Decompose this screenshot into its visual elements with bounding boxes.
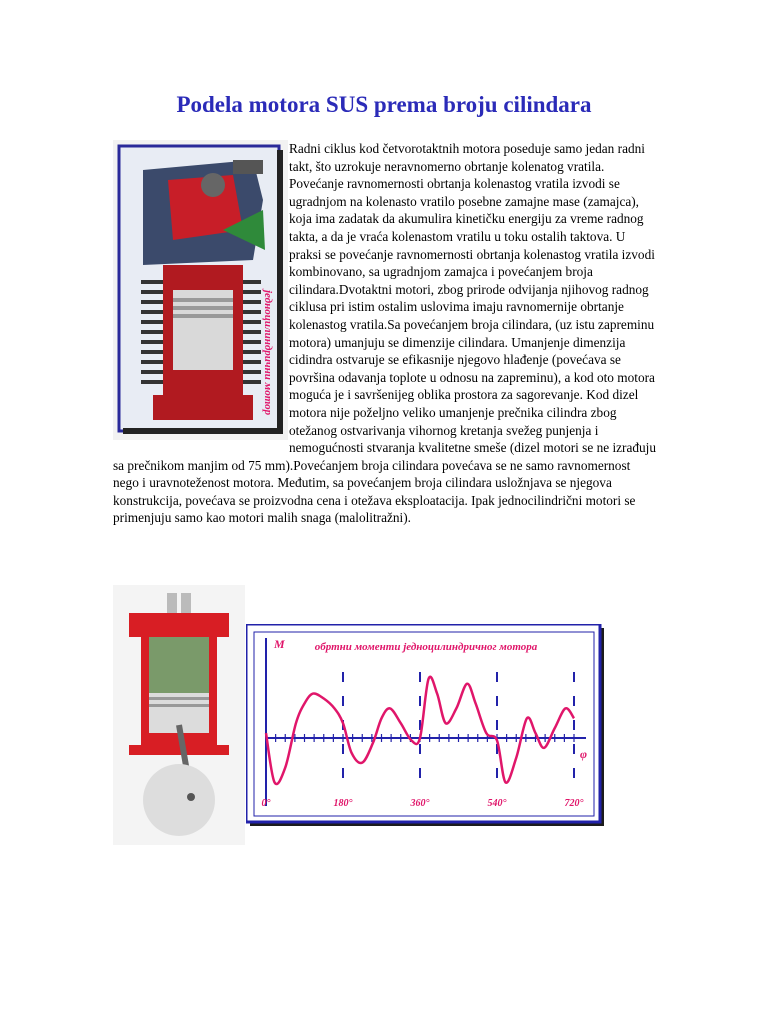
x-tick-label: 540° xyxy=(487,798,507,809)
torque-chart xyxy=(246,624,608,829)
body-paragraph xyxy=(113,140,658,527)
paragraph-text: Radni ciklus kod četvorotaktnih motora poseduje samo jedan radni takt, što uzrokuje neravnomerno obrtanje kolenatog vratila. Povećanje ravnomernosti obrtanja kolenastog vratila izvodi se ugradnjom na kolenasto vratilo posebne zamajne mase (zamajca), koja ima zadatak da akumulira kinetičku energiju za vreme radnog takta, a da je vraća kolenastom vratilu u toku ostalih taktova. U praksi se povećanje ravnomernosti obrtanja kolenastog vratila izvodi kombinovano, sa ugradnjom zamajca i povećanjem broja cilindara.Dvotaktni motori, zbog prirode odvijanja njihovog radnog ciklusa pri istim ostalim uslovima imaju ravnomernije obrtanje kolenastog vratila.Sa povećanjem broja cilindara, (uz istu zapreminu motora) umanjuju se dimenzije cilindara. Umanjenje dimenzija cidindra ostvaruje se efikasnije njegovo hlađenje (povećava se površina odavanja toplote u odnosu na zapreminu), a kod oto motora moguća je i savršenijeg oblika prostora za sagorevanje. Kod dizel motora nije poželjno veliko umanjenje prečnika cilindra zbog otežanog ostvarivanja vihornog kretanja svežeg punjenja i nemogućnosti stvaranja kvalitetne smeše (dizel motori se ne izrađuju sa prečnikom manjim od 75 mm).Povećanjem broja cilindara povećava se ne samo ravnomernost nego i uravnoteženost motora. Međutim, sa povećanjem broja cilindara usložnjava se njegova konstrukcija, povećava se proizvodna cena i otežava eksploatacija. Ipak jednocilindrični motori se primenjuju samo kao motori malih snaga (malolitražni). xyxy=(113,141,657,526)
piston-animation-image xyxy=(113,585,245,845)
svg-text:једноцилиндрични мотор: једноцилиндрични мотор xyxy=(262,290,274,416)
x-tick-label: 360° xyxy=(410,798,430,809)
y-axis-label: M xyxy=(274,637,285,651)
x-tick-label: 0° xyxy=(261,798,271,809)
chart-title: обртни моменти једноцилиндричног мотора xyxy=(314,641,538,653)
x-tick-label: 720° xyxy=(564,798,584,809)
page-title: Podela motora SUS prema broju cilindara xyxy=(176,92,592,117)
x-axis-label: φ xyxy=(580,747,588,761)
x-tick-label: 180° xyxy=(333,798,353,809)
figure-spacer xyxy=(111,140,289,442)
